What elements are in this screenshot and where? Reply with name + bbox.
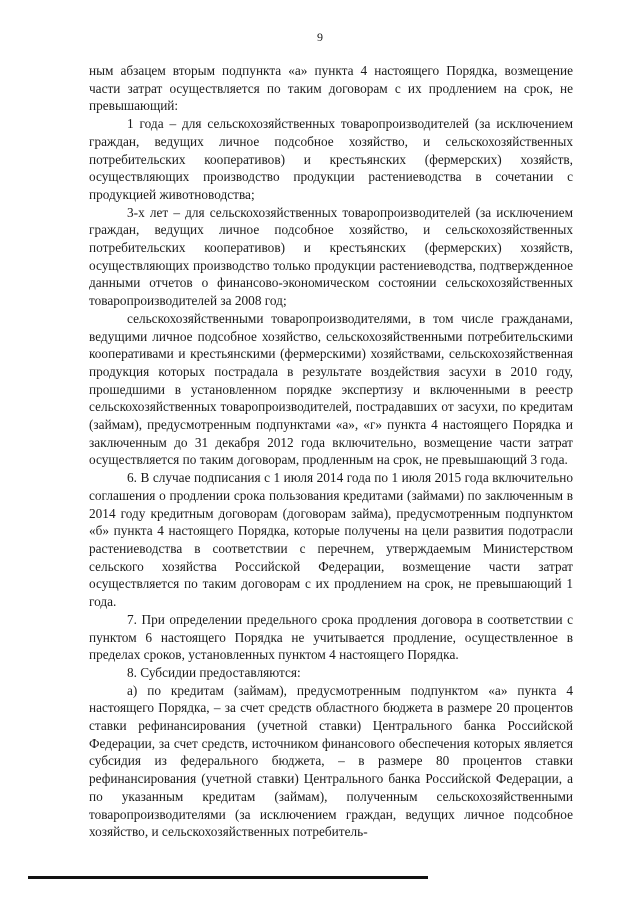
paragraph-drought-2010: сельскохозяйственными товаропроизводителями, в том числе гражданами, ведущими личное подсобное хозяйство, сельскохозяйственными потребительскими кооперативами и крестьянскими (фермерскими) хозяйствами, сельскохозяйственная продукция которых пострадала в результате воздействия засухи в 2010 году, прошедшими в установленном порядке экспертизу и включенными в реестр сельскохозяйственных товаропроизводителей, пострадавших от засухи, по кредитам (займам), предусмотренным подпунктами «а», «г» пункта 4 настоящего Порядка и заключенным до 31 декабря 2012 года включительно, возмещение части затрат осуществляется по таким договорам, продленным на срок, не превышающий 3 года. xyxy=(89,310,573,468)
paragraph-item-8: 8. Субсидии предоставляются: xyxy=(127,664,301,680)
paragraph-item-7: 7. При определении предельного срока продления договора в соответствии с пунктом 6 настоящего Порядка не учитывается продление, осуществленное в пределах сроков, установленных пунктом 4 настоящего Порядка. xyxy=(89,611,573,663)
footer-divider xyxy=(28,876,428,879)
paragraph-term-3-years: 3-х лет – для сельскохозяйственных товаропроизводителей (за исключением граждан, ведущих личное подсобное хозяйство, и сельскохозяйственных потребительских кооперативов) и крестьянских (фермерских) хозяйств, осуществляющих производство только продукции растениеводства, подтвержденное данными отчетов о финансово-экономическом состоянии сельскохозяйственных товаропроизводителей за 2008 год; xyxy=(89,204,573,309)
document-body xyxy=(89,62,573,841)
paragraph-item-6: 6. В случае подписания с 1 июля 2014 года по 1 июля 2015 года включительно соглашения о продлении срока пользования кредитами (займами) по заключенным в 2014 году кредитным договорам (договорам займа), предусмотренным подпунктом «б» пункта 4 настоящего Порядка, которые получены на цели развития подотрасли растениеводства в соответствии с перечнем, утверждаемым Министерством сельского хозяйства Российской Федерации, возмещение части затрат осуществляется по таким договорам с их продлением на срок, не превышающий 1 года. xyxy=(89,470,573,610)
paragraph-item-8a: а) по кредитам (займам), предусмотренным подпунктом «а» пункта 4 настоящего Порядка, – за счет средств областного бюджета в размере 20 процентов ставки рефинансирования (учетной ставки) Центрального банка Российской Федерации, за счет средств, источником финансового обеспечения которых является субсидия из федерального бюджета, – в размере 80 процентов ставки рефинансирования (учетной ставки) Центрального банка Российской Федерации, а по указанным кредитам (займам), полученным сельскохозяйственными товаропроизводителями (за исключением граждан, ведущих личное подсобное хозяйство, и сельскохозяйственных потребитель- xyxy=(89,682,573,840)
paragraph-term-1-year: 1 года – для сельскохозяйственных товаропроизводителей (за исключением граждан, ведущих личное подсобное хозяйство, и сельскохозяйственных потребительских кооперативов) и крестьянских (фермерских) хозяйств, осуществляющих производство продукции растениеводства в сочетании с продукцией животноводства; xyxy=(89,116,573,202)
page-number: 9 xyxy=(317,30,323,44)
paragraph-continuation: ным абзацем вторым подпункта «а» пункта 4 настоящего Порядка, возмещение части затрат осуществляется по таким договорам с их продлением на срок, не превышающий: xyxy=(89,63,573,114)
